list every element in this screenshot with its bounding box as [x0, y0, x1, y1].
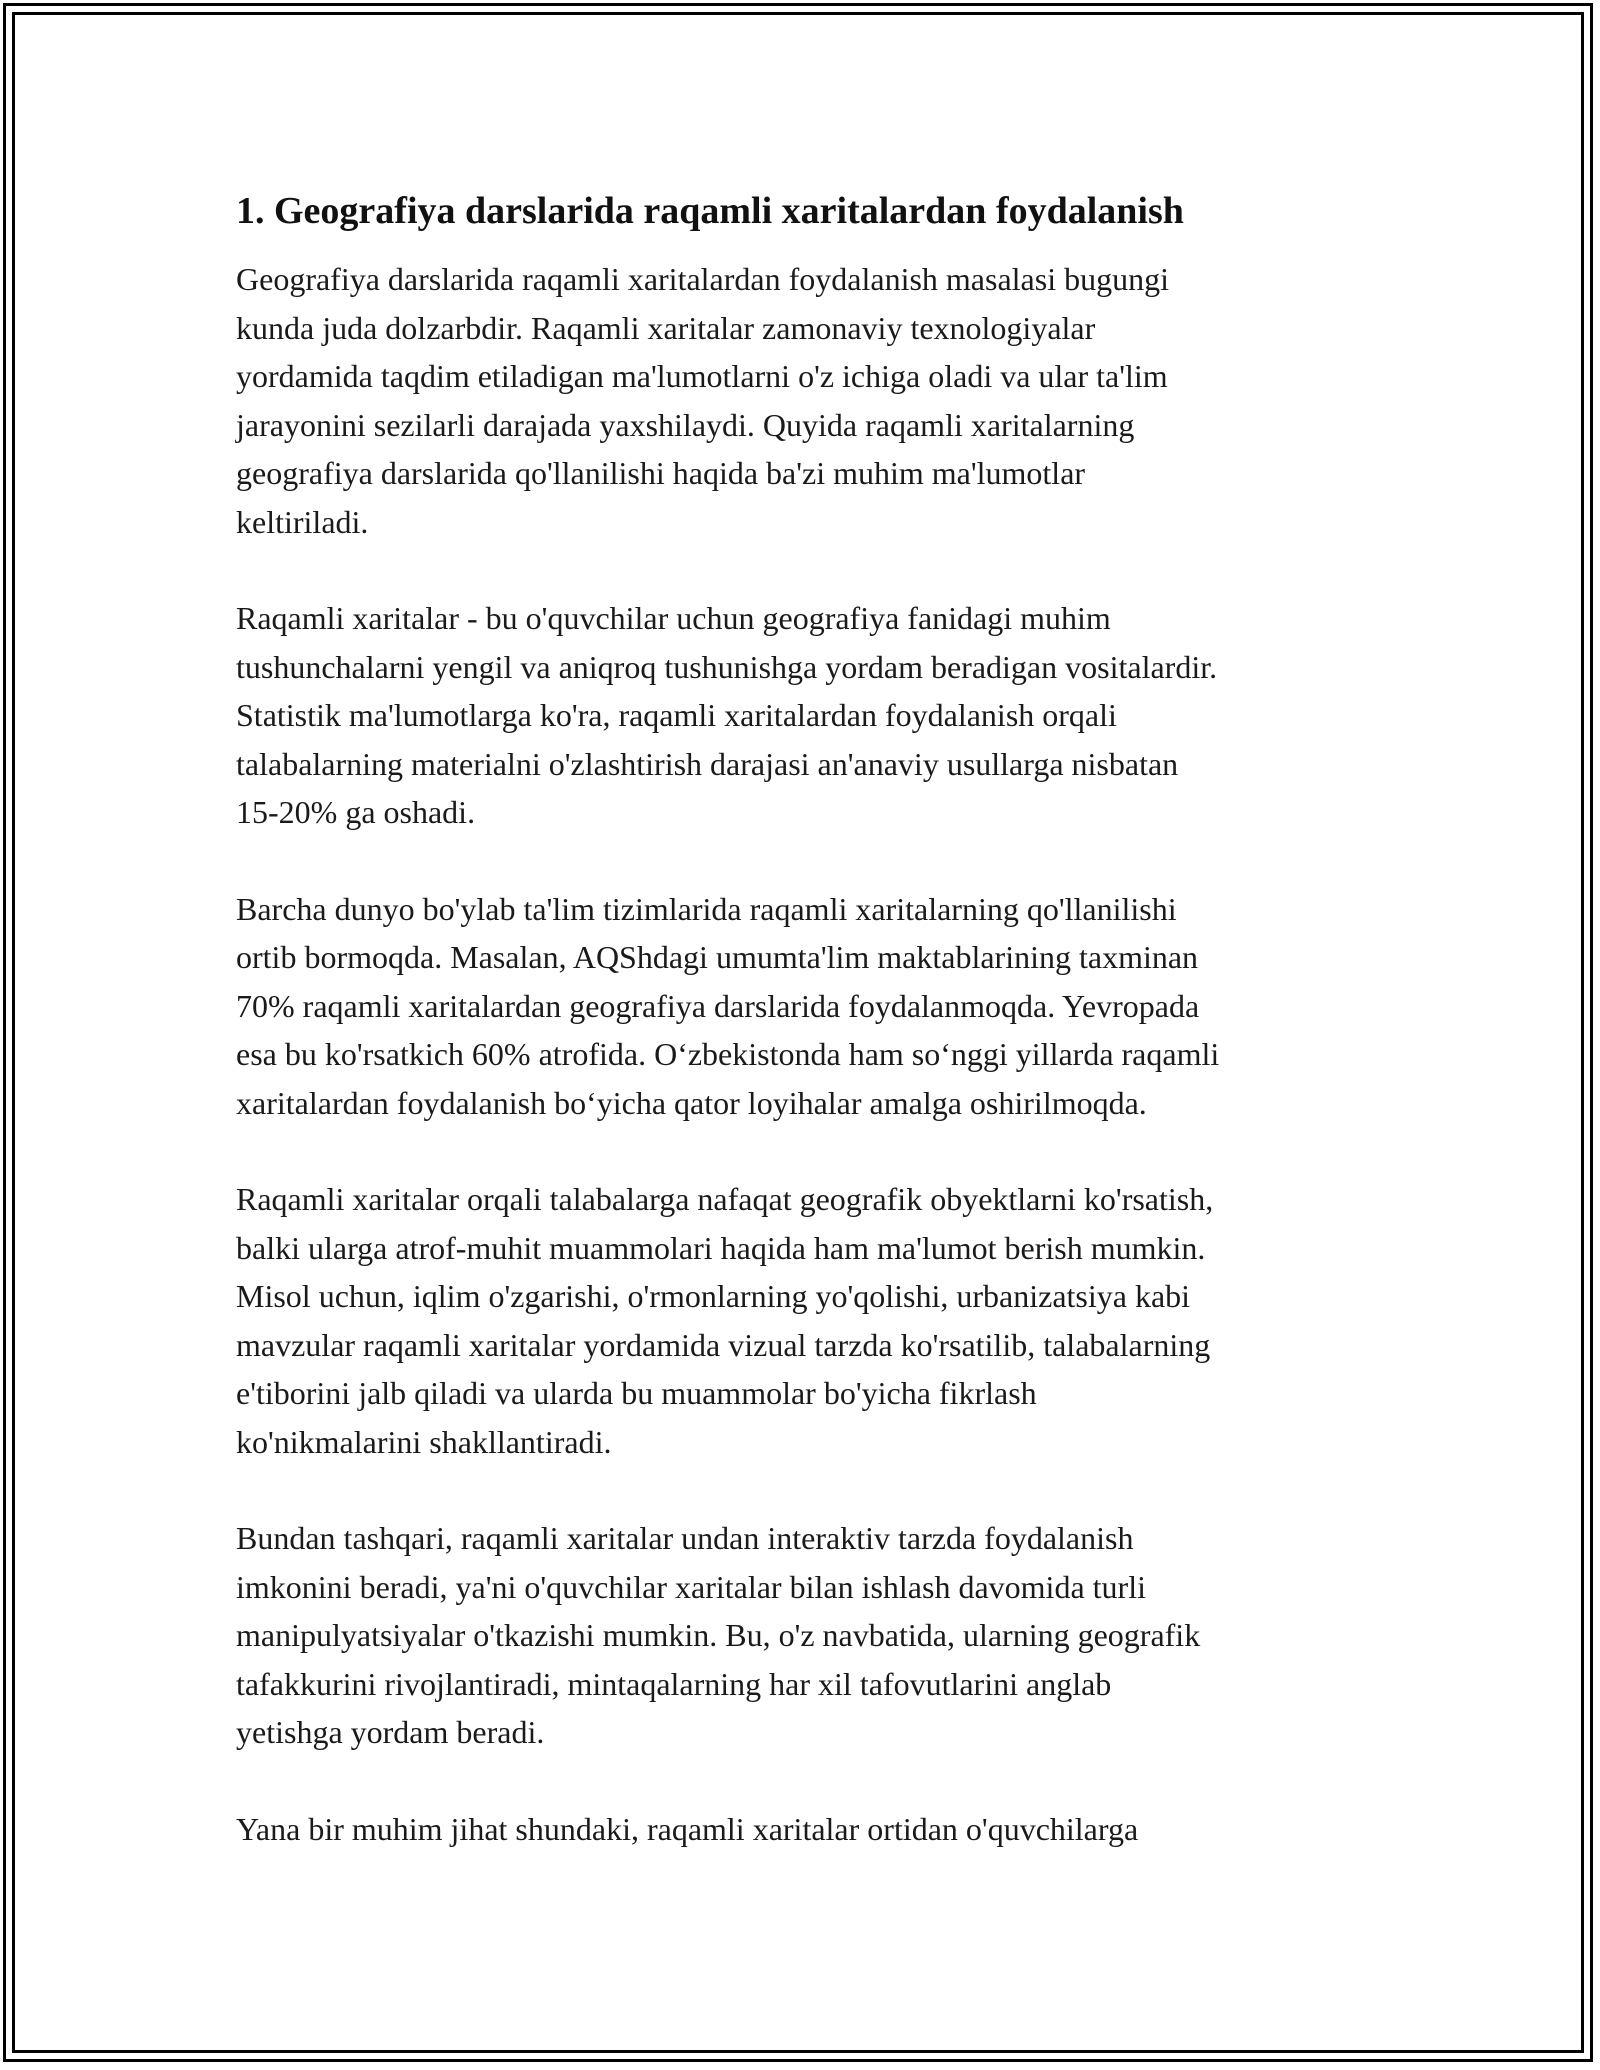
paragraph-line: e'tiborini jalb qiladi va ularda bu muammolar bo'yicha fikrlash	[236, 1375, 1037, 1411]
paragraph-line: 15-20% ga oshadi.	[236, 794, 476, 830]
section-heading: 1. Geografiya darslarida raqamli xaritalardan foydalanish	[236, 190, 1184, 232]
paragraph-line: Misol uchun, iqlim o'zgarishi, o'rmonlarning yo'qolishi, urbanizatsiya kabi	[236, 1278, 1191, 1314]
paragraph-line: 70% raqamli xaritalardan geografiya darslarida foydalanmoqda. Yevropada	[236, 987, 1200, 1024]
paragraph-line: imkonini beradi, ya'ni o'quvchilar xaritalar bilan ishlash davomida turli	[236, 1568, 1146, 1605]
paragraph-5	[236, 1514, 1386, 1757]
paragraph-line: yordamida taqdim etiladigan ma'lumotlarni o'z ichiga oladi va ular ta'lim	[236, 358, 1168, 394]
paragraph-line: yetishga yordam beradi.	[236, 1714, 545, 1750]
paragraph-line: Geografiya darslarida raqamli xaritalardan foydalanish masalasi bugungi	[236, 261, 1169, 297]
paragraph-line: kunda juda dolzarbdir. Raqamli xaritalar zamonaviy texnologiyalar	[236, 309, 1096, 346]
paragraph-line: geografiya darslarida qo'llanilishi haqida ba'zi muhim ma'lumotlar	[236, 455, 1086, 491]
paragraph-line: esa bu ko'rsatkich 60% atrofida. O‘zbekistonda ham so‘nggi yillarda raqamli	[236, 1036, 1220, 1072]
document-body	[236, 185, 1386, 1901]
paragraph-line: balki ularga atrof-muhit muammolari haqida ham ma'lumot berish mumkin.	[236, 1229, 1206, 1266]
paragraph-line: mavzular raqamli xaritalar yordamida vizual tarzda ko'rsatilib, talabalarning	[236, 1326, 1211, 1363]
paragraph-line: talabalarning materialni o'zlashtirish darajasi an'anaviy usullarga nisbatan	[236, 745, 1179, 782]
paragraph-line: manipulyatsiyalar o'tkazishi mumkin. Bu, o'z navbatida, ularning geografik	[236, 1617, 1201, 1653]
paragraph-line: Barcha dunyo bo'ylab ta'lim tizimlarida raqamli xaritalarning qo'llanilishi	[236, 890, 1177, 927]
paragraph-line: ortib bormoqda. Masalan, AQShdagi umumta'lim maktablarining taxminan	[236, 939, 1199, 975]
paragraph-4	[236, 1175, 1386, 1466]
paragraph-3	[236, 885, 1386, 1128]
paragraph-line: Yana bir muhim jihat shundaki, raqamli xaritalar ortidan o'quvchilarga	[236, 1810, 1139, 1847]
paragraph-line: Raqamli xaritalar - bu o'quvchilar uchun geografiya fanidagi muhim	[236, 600, 1111, 636]
paragraph-line: keltiriladi.	[236, 503, 369, 540]
paragraph-1	[236, 255, 1386, 546]
paragraph-line: xaritalardan foydalanish bo‘yicha qator loyihalar amalga oshirilmoqda.	[236, 1084, 1147, 1121]
paragraph-line: tafakkurini rivojlantiradi, mintaqalarning har xil tafovutlarini anglab	[236, 1665, 1112, 1702]
paragraph-line: tushunchalarni yengil va aniqroq tushunishga yordam beradigan vositalardir.	[236, 648, 1218, 685]
paragraph-line: Bundan tashqari, raqamli xaritalar undan interaktiv tarzda foydalanish	[236, 1520, 1134, 1556]
paragraph-line: ko'nikmalarini shakllantiradi.	[236, 1423, 612, 1460]
paragraph-line: Raqamli xaritalar orqali talabalarga nafaqat geografik obyektlarni ko'rsatish,	[236, 1181, 1214, 1217]
paragraph-6	[236, 1805, 1386, 1854]
paragraph-line: jarayonini sezilarli darajada yaxshilaydi. Quyida raqamli xaritalarning	[236, 406, 1135, 443]
paragraph-line: Statistik ma'lumotlarga ko'ra, raqamli xaritalardan foydalanish orqali	[236, 697, 1117, 733]
paragraph-2	[236, 594, 1386, 837]
